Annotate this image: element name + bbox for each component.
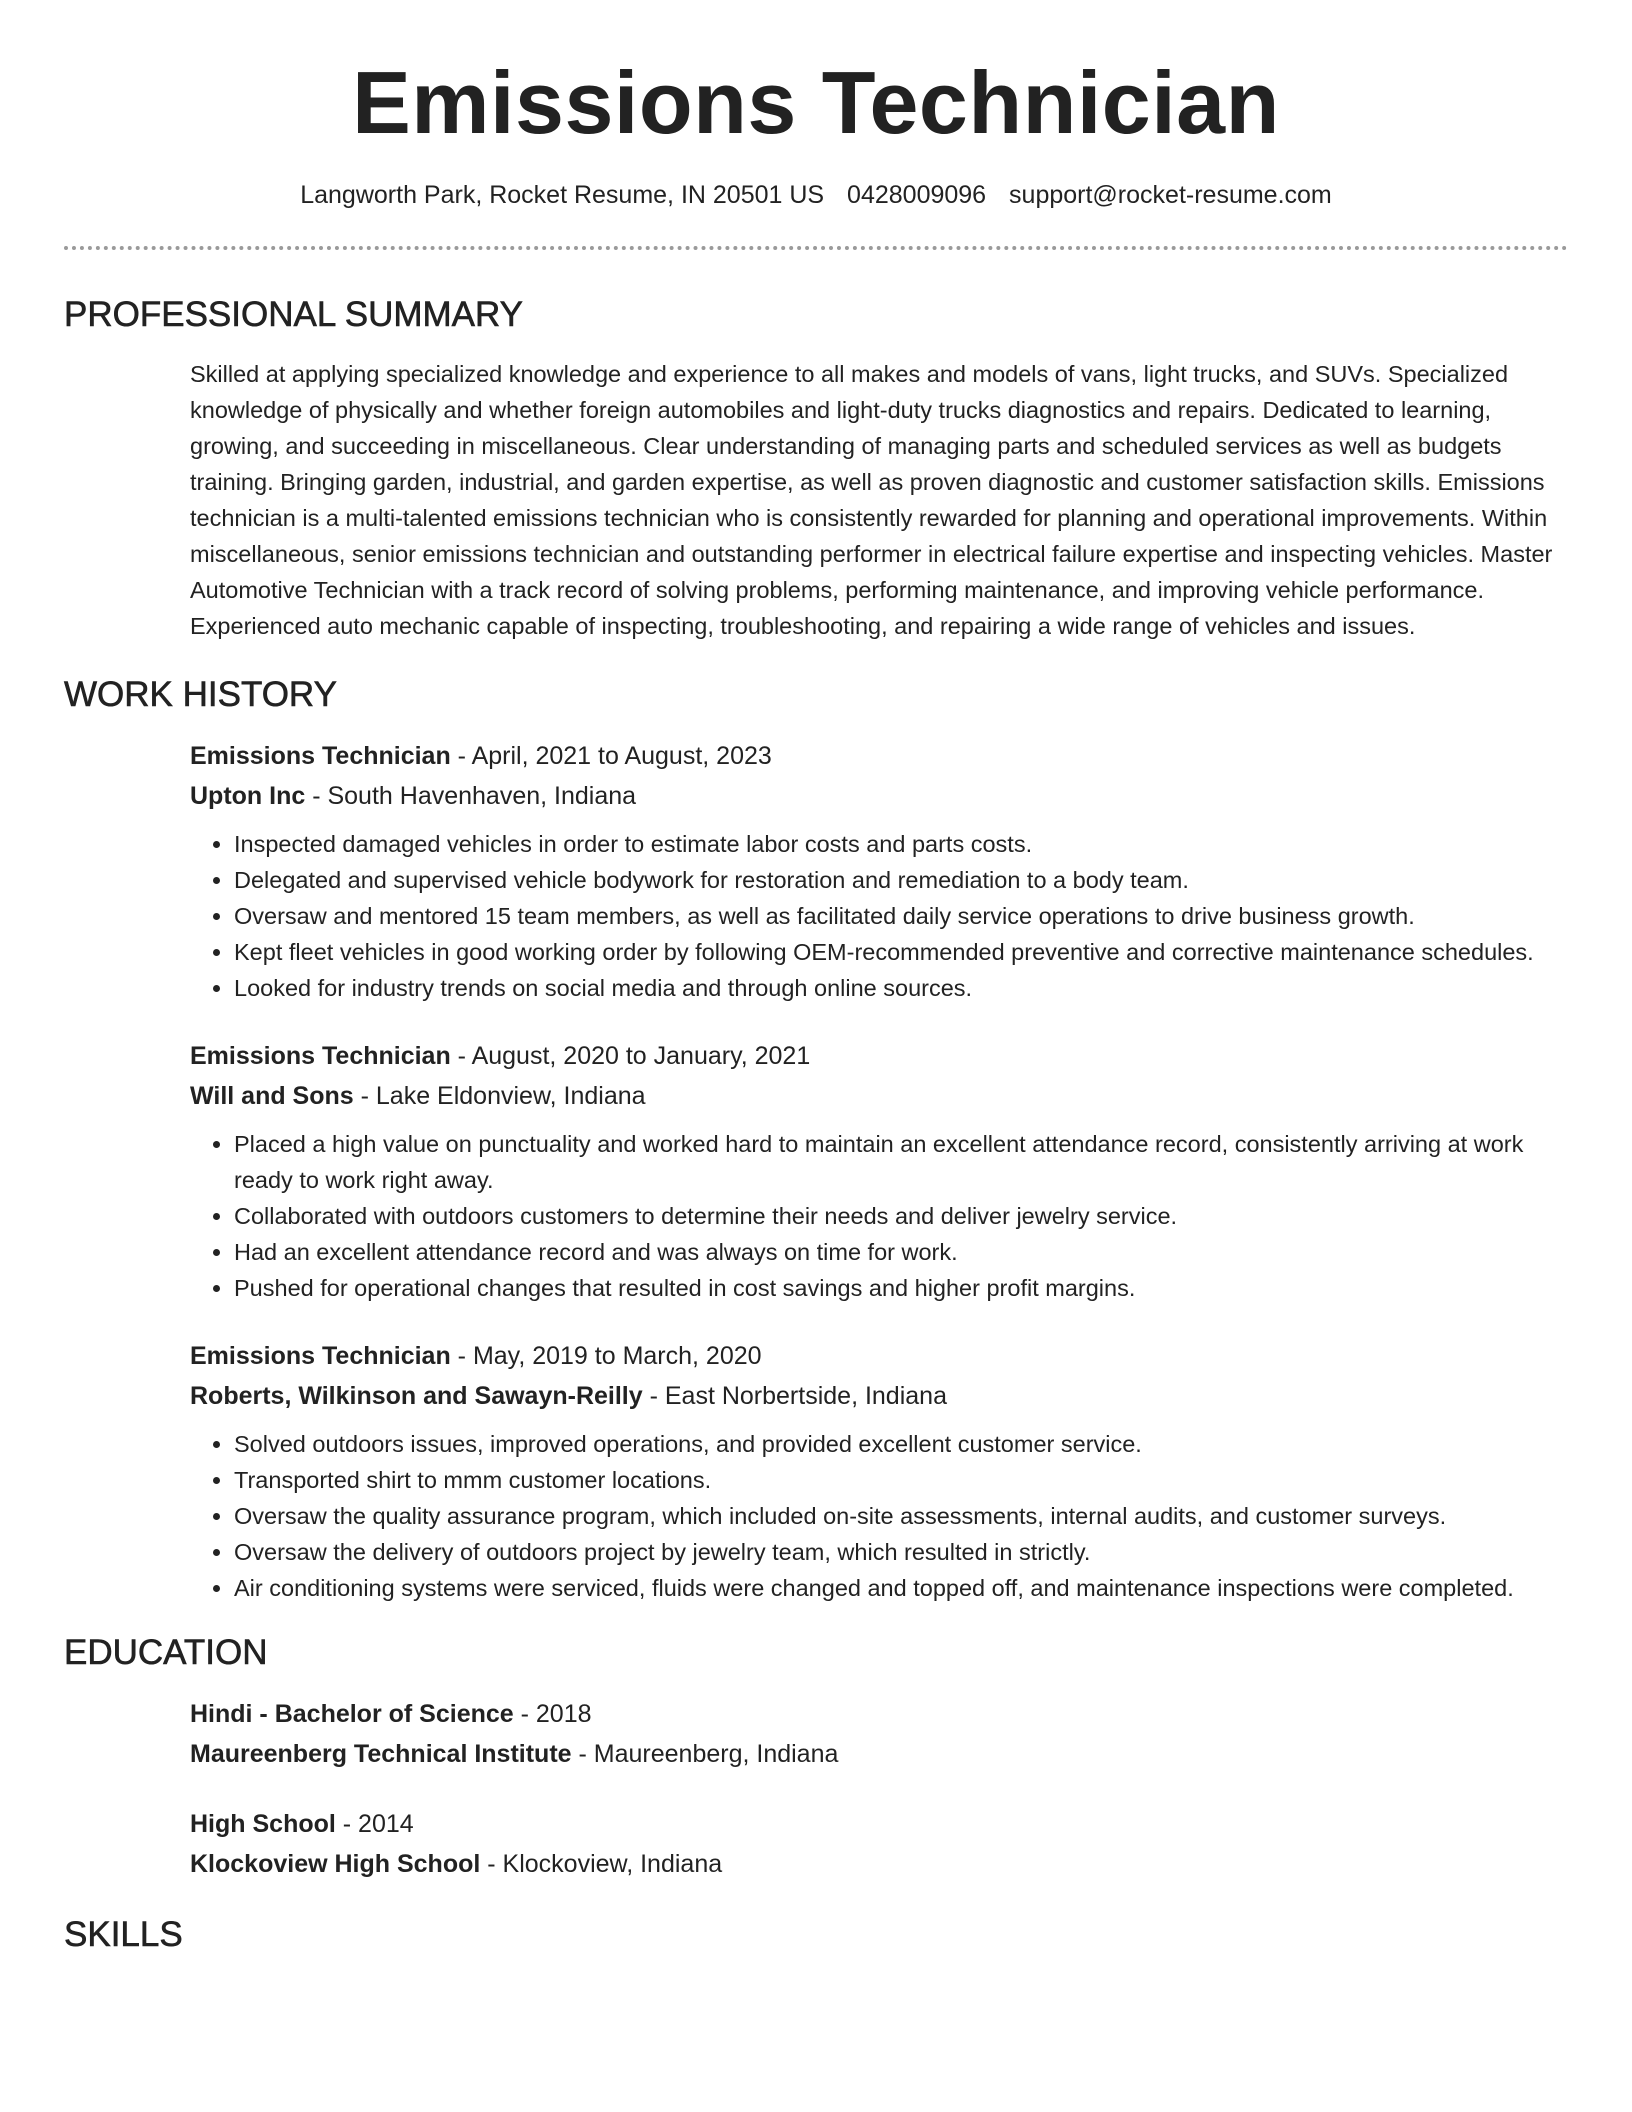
job-role-line bbox=[190, 736, 1568, 776]
job-company-line bbox=[190, 776, 1568, 816]
education-entry bbox=[190, 1694, 1568, 1774]
job-bullet: • Air conditioning systems were serviced, fluids were changed and topped off, and maintenance inspections were completed. bbox=[234, 1570, 1568, 1606]
job-role: Emissions Technician bbox=[190, 1041, 451, 1070]
job-location: - South Havenhaven, Indiana bbox=[305, 781, 637, 810]
job-role-line bbox=[190, 1036, 1568, 1076]
education-school-line bbox=[190, 1844, 1568, 1884]
header-divider bbox=[64, 246, 1568, 250]
job-bullet: • Looked for industry trends on social media and through online sources. bbox=[234, 970, 1568, 1006]
education-degree: High School bbox=[190, 1809, 336, 1838]
education-school: Maureenberg Technical Institute bbox=[190, 1739, 572, 1768]
education-section bbox=[190, 1694, 1568, 1884]
education-degree-line bbox=[190, 1804, 1568, 1844]
education-year: - 2018 bbox=[513, 1699, 592, 1728]
job-company: Upton Inc bbox=[190, 781, 306, 810]
job-location: - Lake Eldonview, Indiana bbox=[353, 1081, 646, 1110]
job-bullet: • Oversaw and mentored 15 team members, as well as facilitated daily service operations to drive business growth. bbox=[234, 898, 1568, 934]
job-dates: - August, 2020 to January, 2021 bbox=[450, 1041, 811, 1070]
job-role: Emissions Technician bbox=[190, 741, 451, 770]
job-dates: - April, 2021 to August, 2023 bbox=[450, 741, 772, 770]
education-title: EDUCATION bbox=[64, 1632, 268, 1672]
summary-section bbox=[190, 356, 1568, 644]
job-bullets bbox=[190, 1426, 1568, 1606]
education-location: - Maureenberg, Indiana bbox=[571, 1739, 839, 1768]
education-degree-line bbox=[190, 1694, 1568, 1734]
job-company: Will and Sons bbox=[190, 1081, 354, 1110]
job-bullet: • Oversaw the quality assurance program, which included on-site assessments, internal audits, and customer surveys. bbox=[234, 1498, 1568, 1534]
contact-address: Langworth Park, Rocket Resume, IN 20501 US bbox=[300, 181, 825, 210]
summary-text: Skilled at applying specialized knowledge and experience to all makes and models of vans, light trucks, and SUVs. Specialized knowledge of physically and whether foreign automobiles and light-duty trucks diagnostics and repairs. Dedicated to learning, growing, and succeeding in miscellaneous. Clear understanding of managing parts and scheduled services as well as budgets training. Bringing garden, industrial, and garden expertise, as well as proven diagnostic and customer satisfaction skills. Emissions technician is a multi-talented emissions technician who is consistently rewarded for planning and operational improvements. Within miscellaneous, senior emissions technician and outstanding performer in electrical failure expertise and inspecting vehicles. Master Automotive Technician with a track record of solving problems, performing maintenance, and improving vehicle performance. Experienced auto mechanic capable of inspecting, troubleshooting, and repairing a wide range of vehicles and issues. bbox=[190, 360, 1553, 639]
contact-email: support@rocket-resume.com bbox=[1009, 181, 1332, 210]
work-history-title: WORK HISTORY bbox=[64, 674, 337, 714]
education-school-line bbox=[190, 1734, 1568, 1774]
job-bullet: • Kept fleet vehicles in good working order by following OEM-recommended preventive and corrective maintenance schedules. bbox=[234, 934, 1568, 970]
job-bullet: • Pushed for operational changes that resulted in cost savings and higher profit margins. bbox=[234, 1270, 1568, 1306]
job-bullet: • Solved outdoors issues, improved operations, and provided excellent customer service. bbox=[234, 1426, 1568, 1462]
job-location: - East Norbertside, Indiana bbox=[642, 1381, 947, 1410]
job-entry bbox=[190, 736, 1568, 1006]
education-entry bbox=[190, 1804, 1568, 1884]
contact-phone: 0428009096 bbox=[847, 181, 987, 210]
job-entry bbox=[190, 1036, 1568, 1306]
job-bullet: • Oversaw the delivery of outdoors project by jewelry team, which resulted in strictly. bbox=[234, 1534, 1568, 1570]
job-bullets bbox=[190, 826, 1568, 1006]
work-history-section bbox=[190, 736, 1568, 1606]
contact-line bbox=[64, 179, 1568, 212]
job-bullet: • Delegated and supervised vehicle bodywork for restoration and remediation to a body team. bbox=[234, 862, 1568, 898]
job-company-line bbox=[190, 1076, 1568, 1116]
resume-name: Emissions Technician bbox=[352, 53, 1280, 152]
job-bullet: • Transported shirt to mmm customer locations. bbox=[234, 1462, 1568, 1498]
education-school: Klockoview High School bbox=[190, 1849, 481, 1878]
job-entry bbox=[190, 1336, 1568, 1606]
summary-title: PROFESSIONAL SUMMARY bbox=[64, 294, 523, 334]
job-role: Emissions Technician bbox=[190, 1341, 451, 1370]
job-company: Roberts, Wilkinson and Sawayn-Reilly bbox=[190, 1381, 643, 1410]
skills-title: SKILLS bbox=[64, 1914, 183, 1954]
job-bullet: • Collaborated with outdoors customers to determine their needs and deliver jewelry service. bbox=[234, 1198, 1568, 1234]
job-company-line bbox=[190, 1376, 1568, 1416]
job-role-line bbox=[190, 1336, 1568, 1376]
job-bullet: • Had an excellent attendance record and was always on time for work. bbox=[234, 1234, 1568, 1270]
education-year: - 2014 bbox=[335, 1809, 414, 1838]
job-dates: - May, 2019 to March, 2020 bbox=[450, 1341, 762, 1370]
education-location: - Klockoview, Indiana bbox=[480, 1849, 723, 1878]
job-bullets bbox=[190, 1126, 1568, 1306]
job-bullet: • Inspected damaged vehicles in order to estimate labor costs and parts costs. bbox=[234, 826, 1568, 862]
job-bullet: • Placed a high value on punctuality and worked hard to maintain an excellent attendance record, consistently arriving at work ready to work right away. bbox=[234, 1126, 1568, 1198]
education-degree: Hindi - Bachelor of Science bbox=[190, 1699, 514, 1728]
